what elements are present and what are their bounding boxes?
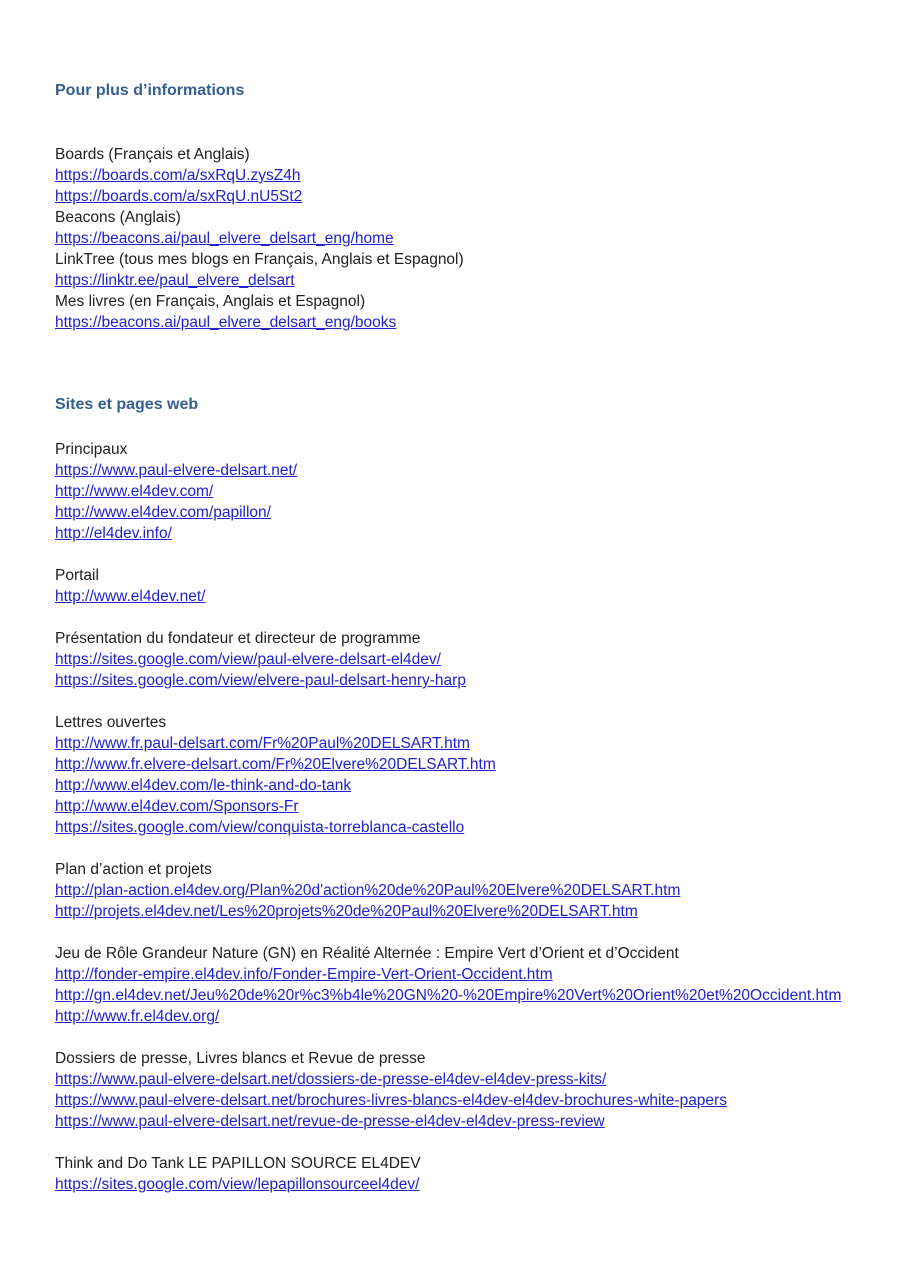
hyperlink[interactable]: https://boards.com/a/sxRqU.nU5St2 (55, 188, 303, 205)
text-line: LinkTree (tous mes blogs en Français, Anglais et Espagnol) (55, 251, 464, 268)
hyperlink[interactable]: https://www.paul-elvere-delsart.net/brochures-livres-blancs-el4dev-el4dev-brochures-white-papers (55, 1092, 727, 1109)
hyperlink[interactable]: http://www.el4dev.com/ (55, 483, 214, 500)
document-section (55, 394, 895, 1195)
hyperlink[interactable]: http://www.fr.el4dev.org/ (55, 1008, 220, 1025)
hyperlink[interactable]: http://plan-action.el4dev.org/Plan%20d'action%20de%20Paul%20Elvere%20DELSART.htm (55, 882, 681, 899)
text-line: Présentation du fondateur et directeur de programme (55, 630, 421, 647)
hyperlink[interactable]: http://el4dev.info/ (55, 525, 172, 542)
text-line: Beacons (Anglais) (55, 209, 181, 226)
hyperlink[interactable]: http://www.el4dev.com/papillon/ (55, 504, 271, 521)
hyperlink[interactable]: https://www.paul-elvere-delsart.net/dossiers-de-presse-el4dev-el4dev-press-kits/ (55, 1071, 607, 1088)
paragraph-block (55, 943, 895, 1027)
hyperlink[interactable]: https://sites.google.com/view/lepapillonsourceel4dev/ (55, 1176, 420, 1193)
hyperlink[interactable]: https://boards.com/a/sxRqU.zysZ4h (55, 167, 301, 184)
hyperlink[interactable]: https://www.paul-elvere-delsart.net/ (55, 462, 298, 479)
hyperlink[interactable]: https://linktr.ee/paul_elvere_delsart (55, 272, 295, 289)
text-line: Mes livres (en Français, Anglais et Espagnol) (55, 293, 366, 310)
paragraph-block (55, 712, 895, 838)
text-line: Principaux (55, 441, 128, 458)
hyperlink[interactable]: http://www.el4dev.net/ (55, 588, 206, 605)
paragraph-block (55, 628, 895, 691)
hyperlink[interactable]: http://www.fr.elvere-delsart.com/Fr%20Elvere%20DELSART.htm (55, 756, 496, 773)
text-line: Jeu de Rôle Grandeur Nature (GN) en Réalité Alternée : Empire Vert d’Orient et d’Occident (55, 945, 679, 962)
hyperlink[interactable]: https://beacons.ai/paul_elvere_delsart_eng/home (55, 230, 394, 247)
hyperlink[interactable]: http://www.fr.paul-delsart.com/Fr%20Paul%20DELSART.htm (55, 735, 470, 752)
paragraph-block (55, 859, 895, 922)
text-line: Lettres ouvertes (55, 714, 167, 731)
hyperlink[interactable]: https://beacons.ai/paul_elvere_delsart_eng/books (55, 314, 397, 331)
paragraph-block (55, 1153, 895, 1195)
hyperlink[interactable]: http://www.el4dev.com/le-think-and-do-tank (55, 777, 352, 794)
hyperlink[interactable]: http://fonder-empire.el4dev.info/Fonder-Empire-Vert-Orient-Occident.htm (55, 966, 553, 983)
hyperlink[interactable]: https://sites.google.com/view/paul-elvere-delsart-el4dev/ (55, 651, 441, 668)
section-heading: Pour plus d’informations (55, 82, 245, 99)
text-line: Think and Do Tank LE PAPILLON SOURCE EL4DEV (55, 1155, 421, 1172)
paragraph-block (55, 1048, 895, 1132)
hyperlink[interactable]: https://sites.google.com/view/elvere-paul-delsart-henry-harp (55, 672, 466, 689)
text-line: Boards (Français et Anglais) (55, 146, 250, 163)
paragraph-block (55, 439, 895, 544)
paragraph-block (55, 144, 895, 333)
paragraph-block (55, 565, 895, 607)
document-section (55, 80, 895, 333)
hyperlink[interactable]: http://www.el4dev.com/Sponsors-Fr (55, 798, 299, 815)
hyperlink[interactable]: http://projets.el4dev.net/Les%20projets%20de%20Paul%20Elvere%20DELSART.htm (55, 903, 638, 920)
document-content (55, 80, 895, 1195)
text-line: Plan d’action et projets (55, 861, 212, 878)
section-heading: Sites et pages web (55, 396, 199, 413)
hyperlink[interactable]: https://www.paul-elvere-delsart.net/revue-de-presse-el4dev-el4dev-press-review (55, 1113, 605, 1130)
text-line: Portail (55, 567, 99, 584)
text-line: Dossiers de presse, Livres blancs et Revue de presse (55, 1050, 426, 1067)
hyperlink[interactable]: http://gn.el4dev.net/Jeu%20de%20r%c3%b4le%20GN%20-%20Empire%20Vert%20Orient%20et%20Occident.htm (55, 987, 842, 1004)
hyperlink[interactable]: https://sites.google.com/view/conquista-torreblanca-castello (55, 819, 465, 836)
